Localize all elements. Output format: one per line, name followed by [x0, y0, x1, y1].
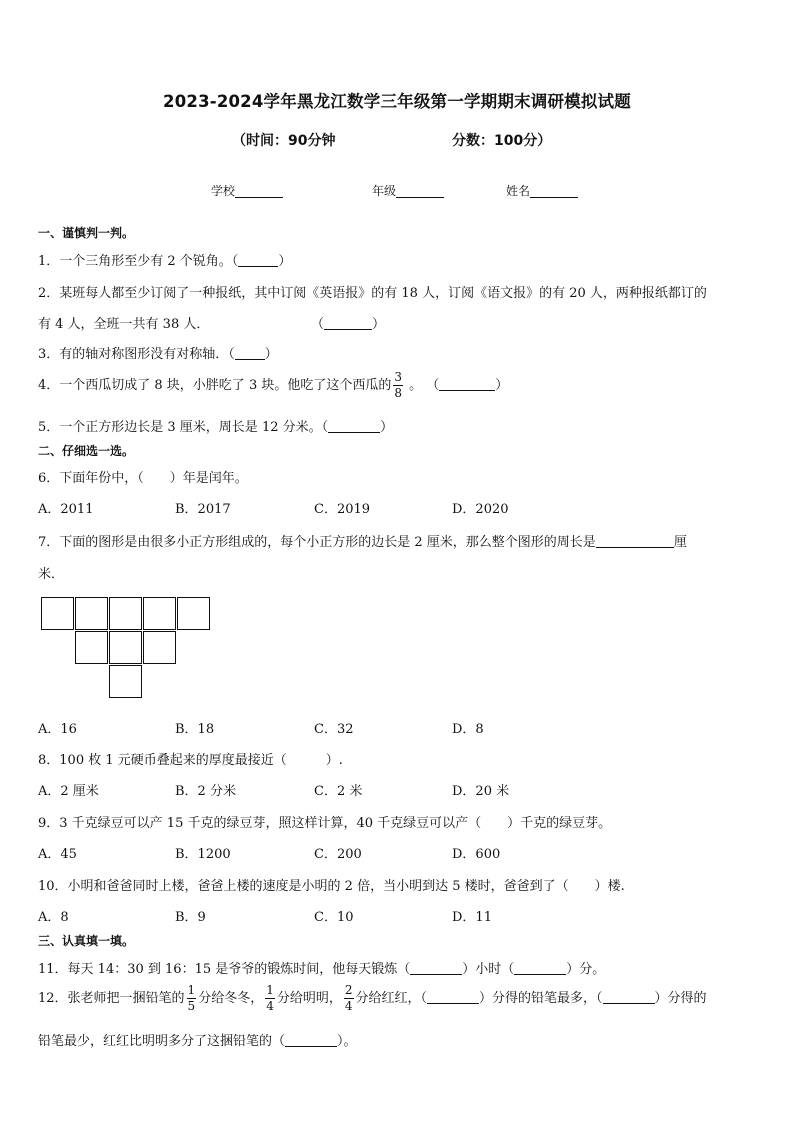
- q1-text: 1．一个三角形至少有 2 个锐角。（: [38, 254, 239, 269]
- q12-fraction-3: [344, 983, 354, 1014]
- question-11: [38, 958, 605, 977]
- q10-option-a[interactable]: A．8: [38, 910, 69, 925]
- q9-option-c[interactable]: C．200: [314, 847, 362, 862]
- q11-hours-blank[interactable]: [410, 962, 462, 975]
- school-field: [211, 182, 283, 199]
- q12-f2-numerator: 1: [266, 983, 274, 997]
- figure-square: [143, 631, 176, 664]
- q4-after: 。 （: [404, 378, 440, 393]
- question-3: [38, 343, 278, 362]
- q12-f3-numerator: 2: [344, 983, 353, 997]
- figure-square: [75, 597, 108, 630]
- figure-square: [143, 597, 176, 630]
- q12-diff-blank[interactable]: [285, 1034, 337, 1047]
- q5-end: ）: [380, 420, 394, 435]
- section-3-heading: 三、认真填一填。: [38, 934, 135, 948]
- q12-p2: 分给冬冬，: [198, 991, 264, 1006]
- q8-option-c[interactable]: C．2 米: [314, 784, 363, 799]
- q7-option-b[interactable]: B．18: [175, 722, 215, 737]
- q2-end: ）: [372, 317, 386, 332]
- figure-square: [109, 597, 142, 630]
- figure-square: [109, 631, 142, 664]
- q8-option-b[interactable]: B．2 分米: [175, 784, 236, 799]
- q4-numerator: 3: [394, 370, 402, 384]
- question-9: 9．3 千克绿豆可以产 15 千克的绿豆芽，照这样计算，40 千克绿豆可以产（ ）千克的绿豆芽。: [38, 816, 612, 831]
- name-blank[interactable]: [530, 183, 578, 198]
- question-7-line-1: [38, 531, 687, 550]
- figure-square: [177, 597, 210, 630]
- grade-label: 年级: [372, 184, 397, 198]
- q12-p4: 分给红红，（: [355, 991, 428, 1006]
- q4-text: 4．一个西瓜切成了 8 块，小胖吃了 3 块。他吃了这个西瓜的: [38, 378, 392, 393]
- page-title: 2023-2024学年黑龙江数学三年级第一学期期末调研模拟试题: [163, 92, 631, 111]
- q12-least-blank[interactable]: [603, 991, 655, 1004]
- q3-blank[interactable]: [235, 347, 265, 360]
- q7-option-a[interactable]: A．16: [38, 722, 77, 737]
- q12-most-blank[interactable]: [427, 991, 479, 1004]
- q7-option-c[interactable]: C．32: [314, 722, 354, 737]
- q12-line2: 铅笔最少，红红比明明多分了这捆铅笔的（: [38, 1034, 286, 1049]
- exam-score: 分数：100分）: [452, 133, 552, 149]
- section-2-heading: 二、仔细选一选。: [38, 444, 135, 458]
- q4-end: ）: [495, 378, 509, 393]
- question-12-line-2: [38, 1030, 357, 1049]
- question-10: 10．小明和爸爸同时上楼，爸爸上楼的速度是小明的 2 倍，当小明到达 5 楼时，爸爸到了（ ）楼.: [38, 879, 625, 894]
- exam-time: （时间：90分钟: [232, 133, 336, 149]
- q12-f1-denominator: 5: [187, 999, 196, 1013]
- q8-option-a[interactable]: A．2 厘米: [38, 784, 99, 799]
- q12-p6: ）分得的: [654, 991, 707, 1006]
- q12-p3: 分给明明，: [276, 991, 342, 1006]
- question-4: [38, 370, 508, 401]
- grade-blank[interactable]: [396, 183, 444, 198]
- question-2-line-1: 2．某班每人都至少订阅了一种报纸，其中订阅《英语报》的有 18 人，订阅《语文报》的有 20 人，两种报纸都订的: [38, 286, 707, 301]
- grade-field: [372, 182, 444, 199]
- school-blank[interactable]: [235, 183, 283, 198]
- q11-text: 11．每天 14：30 到 16：15 是爷爷的锻炼时间，他每天锻炼（: [38, 962, 411, 977]
- q1-end: ）: [278, 254, 292, 269]
- q1-blank[interactable]: [238, 254, 278, 267]
- q7-unit: 厘: [673, 535, 687, 550]
- question-6: 6．下面年份中，（ ）年是闰年。: [38, 471, 248, 486]
- q2-open: （: [311, 317, 325, 332]
- q9-option-b[interactable]: B．1200: [175, 847, 231, 862]
- question-7-line-2: 米．: [38, 567, 65, 582]
- q2-text: 有 4 人，全班一共有 38 人．: [38, 317, 210, 332]
- q6-option-a[interactable]: A．2011: [38, 502, 94, 517]
- q10-option-c[interactable]: C．10: [314, 910, 354, 925]
- q7-text: 7．下面的图形是由很多小正方形组成的，每个小正方形的边长是 2 厘米，那么整个图形的周长是: [38, 535, 596, 550]
- q2-answer: [311, 313, 385, 332]
- q12-fraction-2: [265, 983, 275, 1014]
- name-label: 姓名: [506, 184, 531, 198]
- q5-blank[interactable]: [328, 420, 380, 433]
- q10-option-d[interactable]: D．11: [452, 910, 492, 925]
- q4-fraction: [393, 370, 403, 401]
- q11-end: ）分。: [566, 962, 606, 977]
- question-1: [38, 250, 291, 269]
- q7-blank[interactable]: [596, 535, 674, 548]
- q11-minutes-blank[interactable]: [514, 962, 566, 975]
- question-2-line-2: [38, 313, 209, 332]
- figure-square: [109, 665, 142, 698]
- figure-square: [41, 597, 74, 630]
- q5-text: 5．一个正方形边长是 3 厘米，周长是 12 分米。（: [38, 420, 329, 435]
- q7-option-d[interactable]: D．8: [452, 722, 484, 737]
- q11-mid: ）小时（: [462, 962, 515, 977]
- q3-text: 3．有的轴对称图形没有对称轴．（: [38, 347, 235, 362]
- q8-option-d[interactable]: D．20 米: [452, 784, 510, 799]
- q12-f1-numerator: 1: [187, 983, 196, 997]
- q12-f2-denominator: 4: [266, 999, 274, 1013]
- q12-p1: 12．张老师把一捆铅笔的: [38, 991, 185, 1006]
- q6-option-b[interactable]: B．2017: [175, 502, 231, 517]
- question-5: [38, 416, 393, 435]
- q4-denominator: 8: [394, 386, 402, 400]
- q12-fraction-1: [187, 983, 197, 1014]
- q2-blank[interactable]: [324, 317, 372, 330]
- q6-option-d[interactable]: D．2020: [452, 502, 509, 517]
- q6-option-c[interactable]: C．2019: [314, 502, 371, 517]
- q10-option-b[interactable]: B．9: [175, 910, 206, 925]
- q3-end: ）: [264, 347, 278, 362]
- question-12-line-1: [38, 983, 707, 1014]
- q12-end: ）。: [337, 1034, 357, 1049]
- figure-square: [75, 631, 108, 664]
- q9-option-a[interactable]: A．45: [38, 847, 77, 862]
- name-field: [506, 182, 578, 199]
- school-label: 学校: [211, 184, 236, 198]
- q4-blank[interactable]: [439, 378, 495, 391]
- q12-p5: ）分得的铅笔最多，（: [479, 991, 603, 1006]
- section-1-heading: 一、谨慎判一判。: [38, 226, 135, 240]
- question-8: 8．100 枚 1 元硬币叠起来的厚度最接近（ ）.: [38, 753, 343, 768]
- q12-f3-denominator: 4: [344, 999, 353, 1013]
- q9-option-d[interactable]: D．600: [452, 847, 501, 862]
